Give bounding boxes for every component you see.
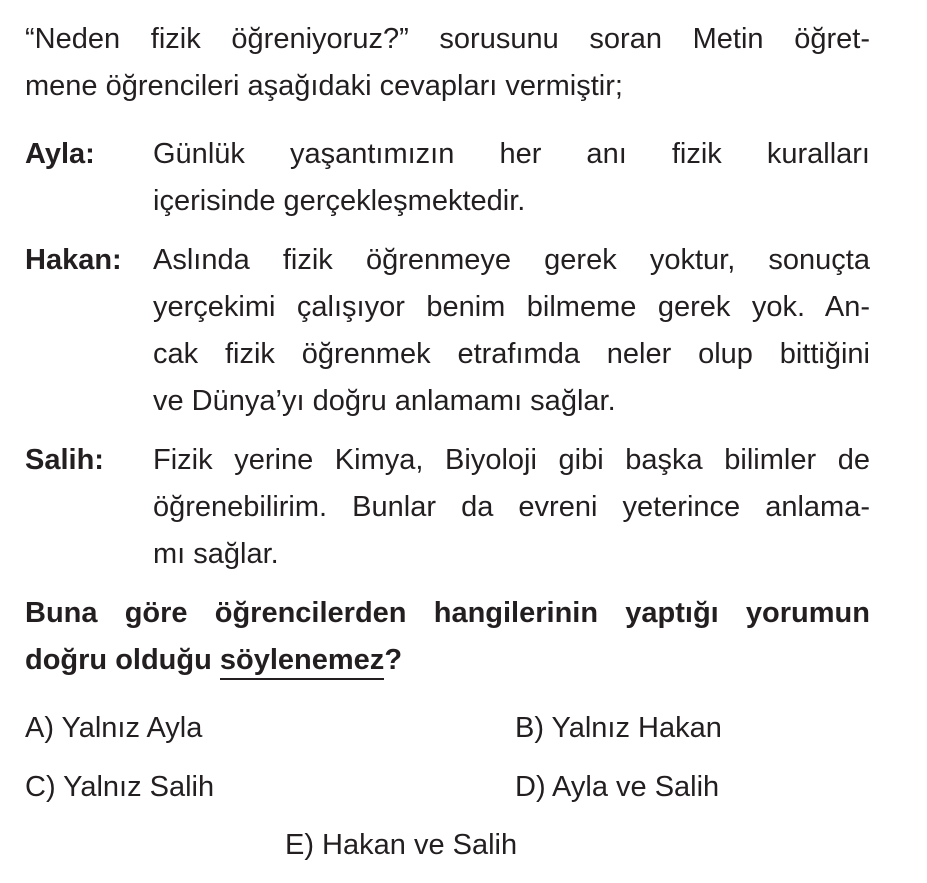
answer-line: Fizik yerine Kimya, Biyoloji gibi başka bilimler de <box>153 444 870 476</box>
option-e[interactable]: E) Hakan ve Salih <box>285 829 518 861</box>
question-mark: ? <box>384 644 403 676</box>
student-answer-ayla <box>25 131 870 225</box>
option-d[interactable]: D) Ayla ve Salih <box>515 771 720 803</box>
question-prefix: doğru olduğu <box>25 644 220 676</box>
intro-line: mene öğrencileri aşağıdaki cevapları vermiştir; <box>25 70 623 102</box>
negation-emphasis: söylenemez <box>220 644 384 680</box>
student-answer-hakan <box>25 237 870 425</box>
intro-line: “Neden fizik öğreniyoruz?” sorusunu soran Metin öğret- <box>25 23 870 55</box>
answer-line: içerisinde gerçekleşmektedir. <box>153 185 526 217</box>
option-a[interactable]: A) Yalnız Ayla <box>25 712 203 744</box>
answer-line: cak fizik öğrenmek etrafımda neler olup bittiğini <box>153 338 870 370</box>
answer-text <box>153 237 870 425</box>
speaker-name: Hakan: <box>25 244 122 276</box>
student-answer-salih <box>25 437 870 578</box>
answer-line: yerçekimi çalışıyor benim bilmeme gerek yok. An- <box>153 291 870 323</box>
answer-line: Aslında fizik öğrenmeye gerek yoktur, sonuçta <box>153 244 870 276</box>
speaker-name: Ayla: <box>25 138 95 170</box>
answer-line: ve Dünya’yı doğru anlamamı sağlar. <box>153 385 616 417</box>
answer-line: Günlük yaşantımızın her anı fizik kuralları <box>153 138 870 170</box>
answer-text <box>153 437 870 578</box>
answer-text <box>153 131 870 225</box>
question-intro <box>25 16 870 110</box>
option-c[interactable]: C) Yalnız Salih <box>25 771 215 803</box>
question-line: Buna göre öğrencilerden hangilerinin yaptığı yorumun <box>25 597 870 629</box>
answer-line: öğrenebilirim. Bunlar da evreni yeterince anlama- <box>153 491 870 523</box>
question-stem <box>25 590 870 684</box>
speaker-name: Salih: <box>25 444 104 476</box>
question-line <box>25 637 870 684</box>
answer-line: mı sağlar. <box>153 538 279 570</box>
option-b[interactable]: B) Yalnız Hakan <box>515 712 722 744</box>
